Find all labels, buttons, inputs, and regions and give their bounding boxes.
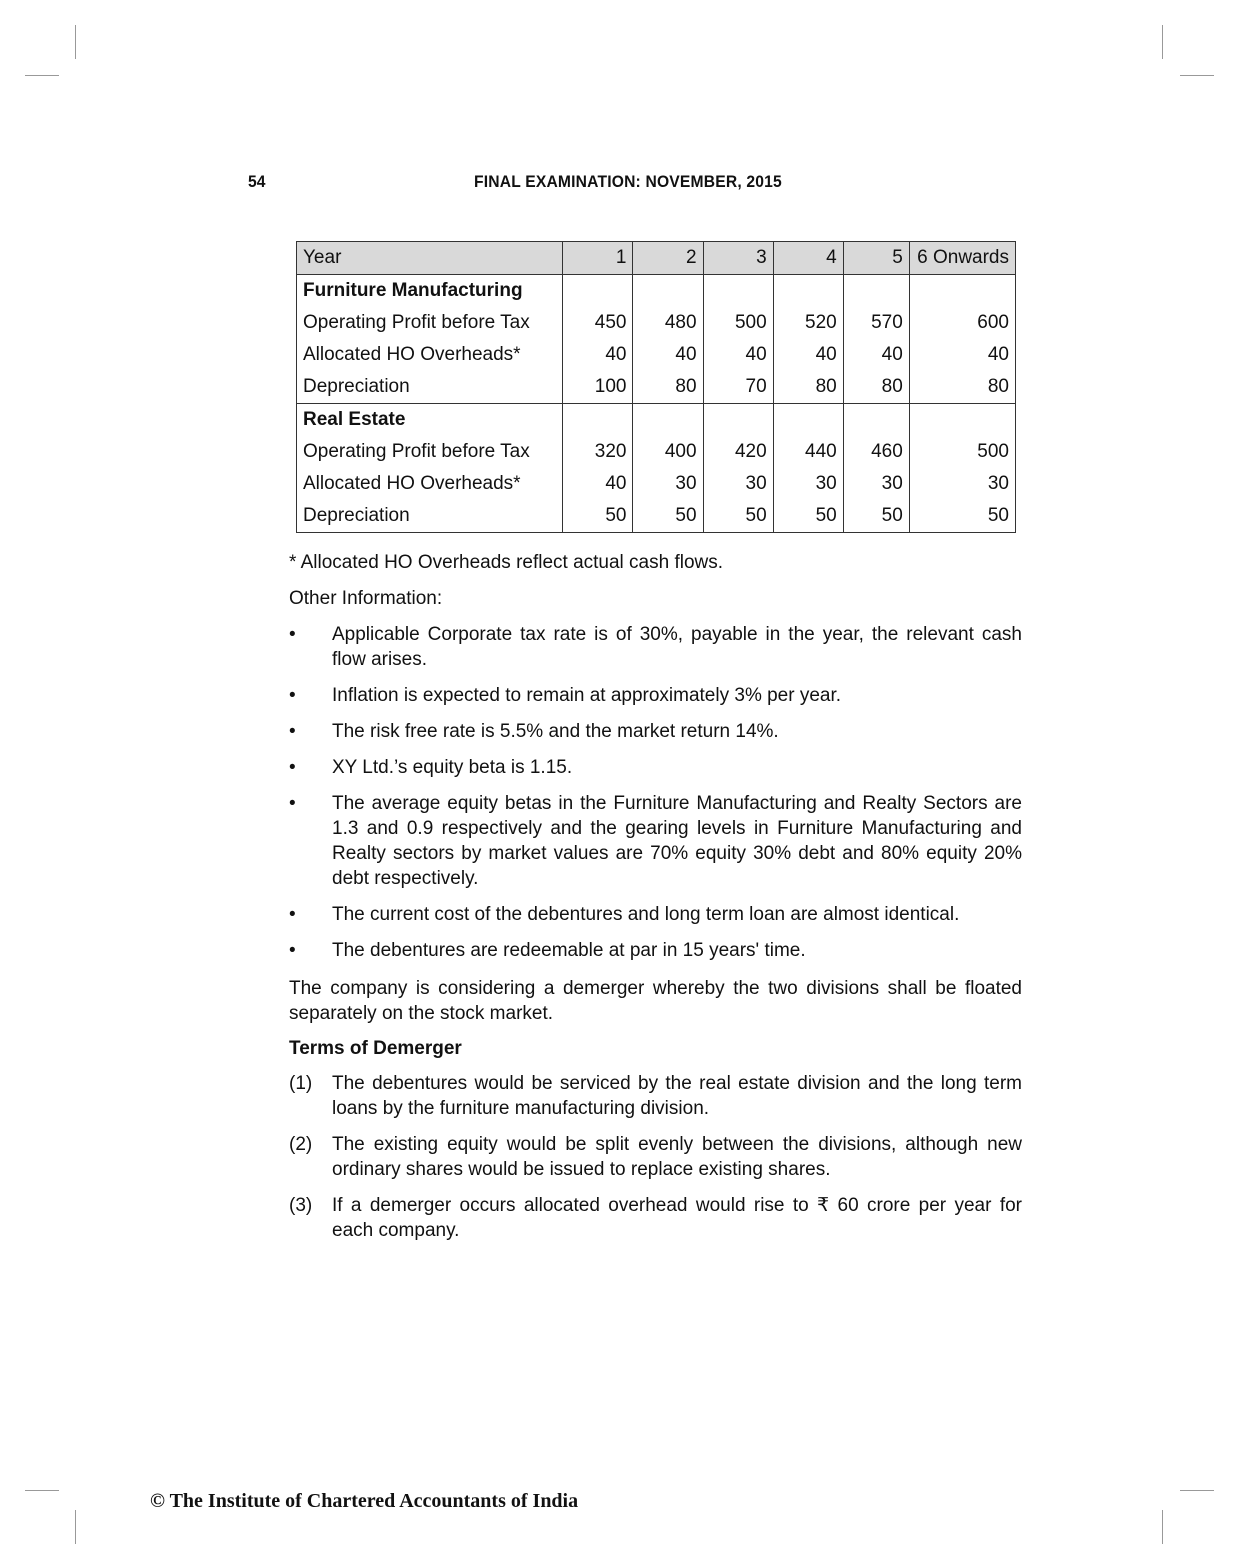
list-item bbox=[289, 791, 1022, 891]
bullet-icon: • bbox=[289, 685, 296, 706]
page-header-title: FINAL EXAMINATION: NOVEMBER, 2015 bbox=[474, 172, 782, 191]
table-row bbox=[297, 468, 1016, 500]
cell-value: 320 bbox=[563, 436, 633, 468]
terms-heading: Terms of Demerger bbox=[289, 1038, 462, 1059]
cell-value: 40 bbox=[563, 339, 633, 371]
crop-mark bbox=[1180, 1490, 1214, 1491]
list-item-text: If a demerger occurs allocated overhead would rise to ₹ 60 crore per year for each company. bbox=[332, 1195, 1022, 1241]
cell-value: 30 bbox=[633, 468, 703, 500]
row-label: Operating Profit before Tax bbox=[297, 307, 563, 339]
column-header: 5 bbox=[843, 242, 909, 275]
column-header: 4 bbox=[773, 242, 843, 275]
column-header: 1 bbox=[563, 242, 633, 275]
cell-value: 100 bbox=[563, 371, 633, 404]
cell-value: 460 bbox=[843, 436, 909, 468]
demerger-paragraph: The company is considering a demerger whereby the two divisions shall be floated separately on the stock market. bbox=[289, 978, 1022, 1024]
crop-mark bbox=[25, 75, 59, 76]
terms-list bbox=[289, 1071, 1022, 1254]
list-item bbox=[289, 719, 1022, 744]
row-label: Operating Profit before Tax bbox=[297, 436, 563, 468]
section-heading-row bbox=[297, 404, 1016, 437]
row-label: Allocated HO Overheads* bbox=[297, 339, 563, 371]
cell-value: 520 bbox=[773, 307, 843, 339]
section-title: Furniture Manufacturing bbox=[297, 275, 563, 308]
section-title: Real Estate bbox=[297, 404, 563, 437]
list-item-text: The debentures are redeemable at par in 15 years' time. bbox=[332, 940, 806, 961]
list-item-text: The debentures would be serviced by the real estate division and the long term loans by the furniture manufacturing division. bbox=[332, 1073, 1022, 1119]
row-label: Allocated HO Overheads* bbox=[297, 468, 563, 500]
cell-value: 40 bbox=[633, 339, 703, 371]
cell-value: 420 bbox=[703, 436, 773, 468]
cell-value: 40 bbox=[703, 339, 773, 371]
table-footnote: * Allocated HO Overheads reflect actual cash flows. bbox=[289, 552, 724, 573]
cell-value: 70 bbox=[703, 371, 773, 404]
list-item-text: The existing equity would be split evenly between the divisions, although new ordinary shares would be issued to replace existing shares. bbox=[332, 1134, 1022, 1180]
list-item bbox=[289, 683, 1022, 708]
list-marker: (1) bbox=[289, 1073, 313, 1094]
list-item bbox=[289, 938, 1022, 963]
list-item-text: Applicable Corporate tax rate is of 30%, payable in the year, the relevant cash flow arises. bbox=[332, 624, 1022, 670]
section-heading-row bbox=[297, 275, 1016, 308]
row-label: Depreciation bbox=[297, 500, 563, 533]
table-row bbox=[297, 436, 1016, 468]
table-row bbox=[297, 500, 1016, 533]
crop-mark bbox=[1180, 75, 1214, 76]
list-item bbox=[289, 1193, 1022, 1243]
column-header: Year bbox=[297, 242, 563, 275]
cell-value: 500 bbox=[703, 307, 773, 339]
cell-value: 30 bbox=[773, 468, 843, 500]
list-item bbox=[289, 1132, 1022, 1182]
bullet-icon: • bbox=[289, 757, 296, 778]
crop-mark bbox=[1162, 25, 1163, 59]
cell-value: 80 bbox=[633, 371, 703, 404]
list-marker: (2) bbox=[289, 1134, 313, 1155]
copyright-footer: © The Institute of Chartered Accountants of India bbox=[150, 1490, 579, 1512]
row-label: Depreciation bbox=[297, 371, 563, 404]
cell-value: 30 bbox=[703, 468, 773, 500]
list-item bbox=[289, 755, 1022, 780]
bullet-icon: • bbox=[289, 904, 296, 925]
list-item-text: Inflation is expected to remain at approximately 3% per year. bbox=[332, 685, 842, 706]
list-marker: (3) bbox=[289, 1195, 313, 1216]
list-item-text: XY Ltd.’s equity beta is 1.15. bbox=[332, 757, 573, 778]
bullet-icon: • bbox=[289, 624, 296, 645]
bullet-icon: • bbox=[289, 793, 296, 814]
list-item-text: The current cost of the debentures and long term loan are almost identical. bbox=[332, 904, 960, 925]
page-number: 54 bbox=[248, 172, 266, 191]
crop-mark bbox=[25, 1490, 59, 1491]
list-item bbox=[289, 622, 1022, 672]
cell-value: 50 bbox=[633, 500, 703, 533]
column-header: 6 Onwards bbox=[909, 242, 1015, 275]
table-row bbox=[297, 307, 1016, 339]
cell-value: 600 bbox=[909, 307, 1015, 339]
cell-value: 570 bbox=[843, 307, 909, 339]
other-information-heading: Other Information: bbox=[289, 588, 443, 609]
cell-value: 40 bbox=[909, 339, 1015, 371]
cell-value: 50 bbox=[773, 500, 843, 533]
column-header: 3 bbox=[703, 242, 773, 275]
list-item-text: The average equity betas in the Furniture Manufacturing and Realty Sectors are 1.3 and 0.9 respectively and the gearing levels in Furniture Manufacturing and Realty sectors by market values are 70% equity 30% debt and 80% equity 20% debt respectively. bbox=[332, 793, 1022, 889]
cash-flow-table bbox=[296, 241, 1016, 533]
table-row bbox=[297, 371, 1016, 404]
cell-value: 480 bbox=[633, 307, 703, 339]
cell-value: 50 bbox=[909, 500, 1015, 533]
other-information-list bbox=[289, 622, 1022, 974]
cell-value: 50 bbox=[703, 500, 773, 533]
cell-value: 80 bbox=[909, 371, 1015, 404]
cell-value: 30 bbox=[843, 468, 909, 500]
bullet-icon: • bbox=[289, 940, 296, 961]
bullet-icon: • bbox=[289, 721, 296, 742]
cell-value: 450 bbox=[563, 307, 633, 339]
list-item-text: The risk free rate is 5.5% and the market return 14%. bbox=[332, 721, 779, 742]
cell-value: 40 bbox=[563, 468, 633, 500]
cell-value: 30 bbox=[909, 468, 1015, 500]
table-row bbox=[297, 339, 1016, 371]
list-item bbox=[289, 1071, 1022, 1121]
list-item bbox=[289, 902, 1022, 927]
cell-value: 40 bbox=[773, 339, 843, 371]
cell-value: 50 bbox=[563, 500, 633, 533]
column-header: 2 bbox=[633, 242, 703, 275]
cell-value: 80 bbox=[773, 371, 843, 404]
crop-mark bbox=[75, 1510, 76, 1544]
cell-value: 40 bbox=[843, 339, 909, 371]
crop-mark bbox=[1162, 1510, 1163, 1544]
table-header-row bbox=[297, 242, 1016, 275]
cell-value: 440 bbox=[773, 436, 843, 468]
cell-value: 500 bbox=[909, 436, 1015, 468]
cell-value: 80 bbox=[843, 371, 909, 404]
crop-mark bbox=[75, 25, 76, 59]
cell-value: 50 bbox=[843, 500, 909, 533]
cell-value: 400 bbox=[633, 436, 703, 468]
